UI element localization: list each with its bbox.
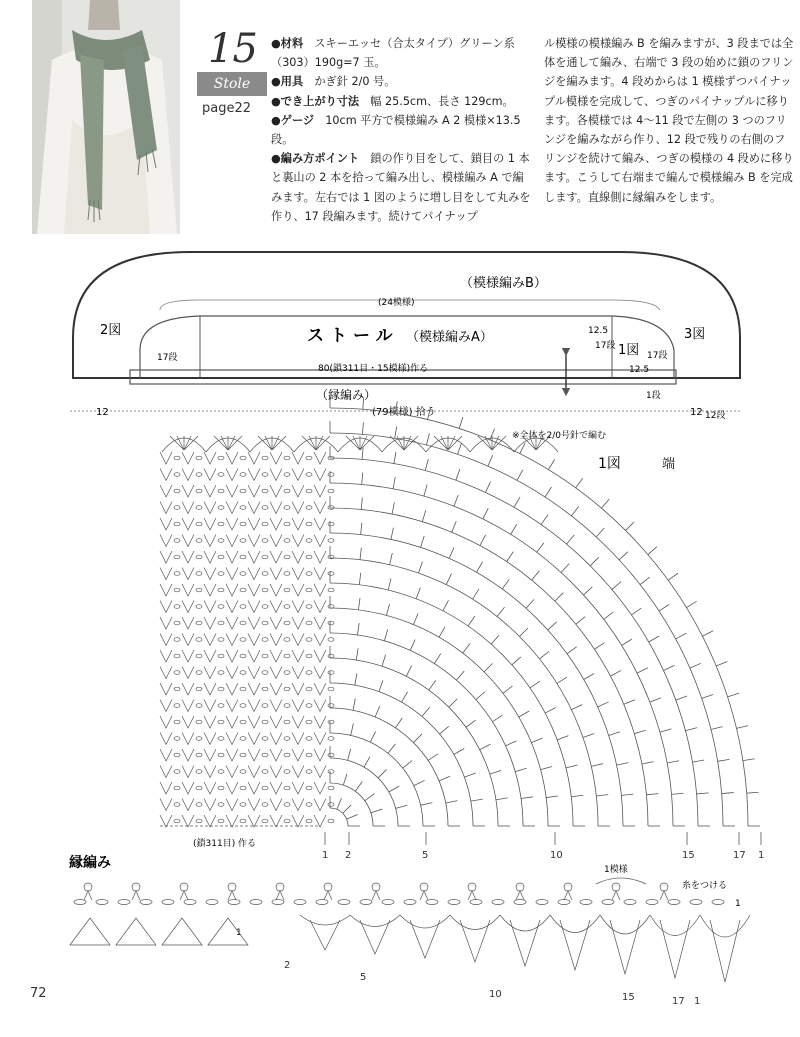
chart-row-5: 5: [422, 850, 429, 861]
label-rows-17-left: 17段: [157, 353, 178, 363]
tools-label: ●用具: [271, 75, 304, 89]
material-text: スキーエッセ（合太タイプ）グリーン系（303）190g=7 玉。: [271, 37, 515, 70]
project-number: 15: [208, 26, 257, 72]
chart-row-10: 10: [550, 850, 563, 861]
label-stole: ストール: [307, 326, 399, 346]
edging-row-5: 5: [360, 972, 367, 983]
stole-schematic: [70, 252, 740, 421]
points-text-continued: ル模様の模様編み B を編みますが、3 段までは全体を通して編み、右端で 3 段の始めに鎖のフリンジを編みます。4 段めからは 1 模様ずつパイナップル模様を完成して、つぎのパイナップルに移ります。各模様では 4～11 段で左側の 3 つのフリンジを編みながら作り、12 段で残りの右側のフリンジを続けて編み、つぎの模様の 4 段めに移ります。こうして右端まで編んで模様編み B を完成します。直線側に縁編みをします。: [544, 37, 794, 204]
page-reference: page22: [202, 101, 252, 116]
label-pick-up: (79模様) 拾う: [372, 407, 436, 418]
gauge-label: ●ゲージ: [271, 113, 315, 127]
edging-attach-yarn: 糸をつける: [682, 881, 728, 891]
label-pattern-b: （模様編みB）: [460, 276, 547, 291]
chart-row-1b: 1: [758, 850, 765, 861]
points-text: 鎖の作り目をして、鎖目の 1 本と裏山の 2 本を拾って編み出し、模様編み A で編みます。左右では 1 図のように増し目をして丸みを作り、17 段編みます。続けてパイナップ: [271, 152, 531, 223]
chart-row-1: 1: [322, 850, 329, 861]
needle-note: ※全体を2/0号針で編む: [512, 431, 607, 441]
label-height-12-5: 12.5: [588, 326, 609, 336]
edging-one-repeat: 1模様: [604, 865, 628, 875]
chart-fig1-label: 1図: [598, 456, 621, 472]
edging-title: 縁編み: [69, 855, 111, 871]
edging-row-10: 10: [489, 989, 502, 1000]
label-height-17dan: 17段: [595, 341, 616, 351]
page-number: 72: [30, 986, 47, 1001]
chart-chain-start: (鎖311目) 作る: [193, 839, 257, 849]
label-pattern-b-width: (24模様): [378, 298, 415, 308]
label-fig3: 3図: [684, 327, 706, 342]
chart-edge-label: 端: [662, 457, 676, 472]
edging-start-1: 1: [236, 928, 242, 938]
label-rows-17-right: 17段: [647, 351, 668, 361]
gauge-text: 10cm 平方で模様編み A 2 模様×13.5 段。: [271, 113, 521, 147]
label-edging: （縁編み）: [316, 388, 377, 402]
label-fig2: 2図: [100, 323, 122, 338]
edging-row-17: 17: [672, 996, 685, 1007]
chart-row-2: 2: [345, 850, 352, 861]
edging-chart: [69, 854, 750, 1007]
edging-row-15: 15: [622, 992, 635, 1003]
project-badge: Stole: [197, 72, 267, 96]
points-label: ●編み方ポイント: [271, 152, 360, 166]
size-label: ●でき上がり寸法: [271, 94, 360, 108]
size-text: 幅 25.5cm、長さ 129cm。: [370, 94, 514, 108]
crochet-chart-fig1: [160, 396, 764, 861]
label-rows-12: 12段: [705, 411, 726, 421]
chart-row-15: 15: [682, 850, 695, 861]
label-width-12-left: 12: [96, 407, 109, 418]
chart-row-17: 17: [733, 850, 746, 861]
edging-marker-1: 1: [735, 899, 741, 909]
label-width-12-right: 12: [690, 407, 703, 418]
edging-row-1: 1: [694, 996, 701, 1007]
material-label: ●材料: [271, 37, 304, 50]
edging-row-2: 2: [284, 960, 291, 971]
tools-text: かぎ針 2/0 号。: [314, 75, 396, 89]
label-pattern-a: （模様編みA）: [406, 330, 493, 345]
label-width-12-5: 12.5: [629, 365, 650, 375]
label-fig1: 1図: [618, 343, 640, 358]
label-rows-1: 1段: [646, 391, 661, 401]
label-chain-note: 80(鎖311目・15模様)作る: [318, 364, 429, 374]
